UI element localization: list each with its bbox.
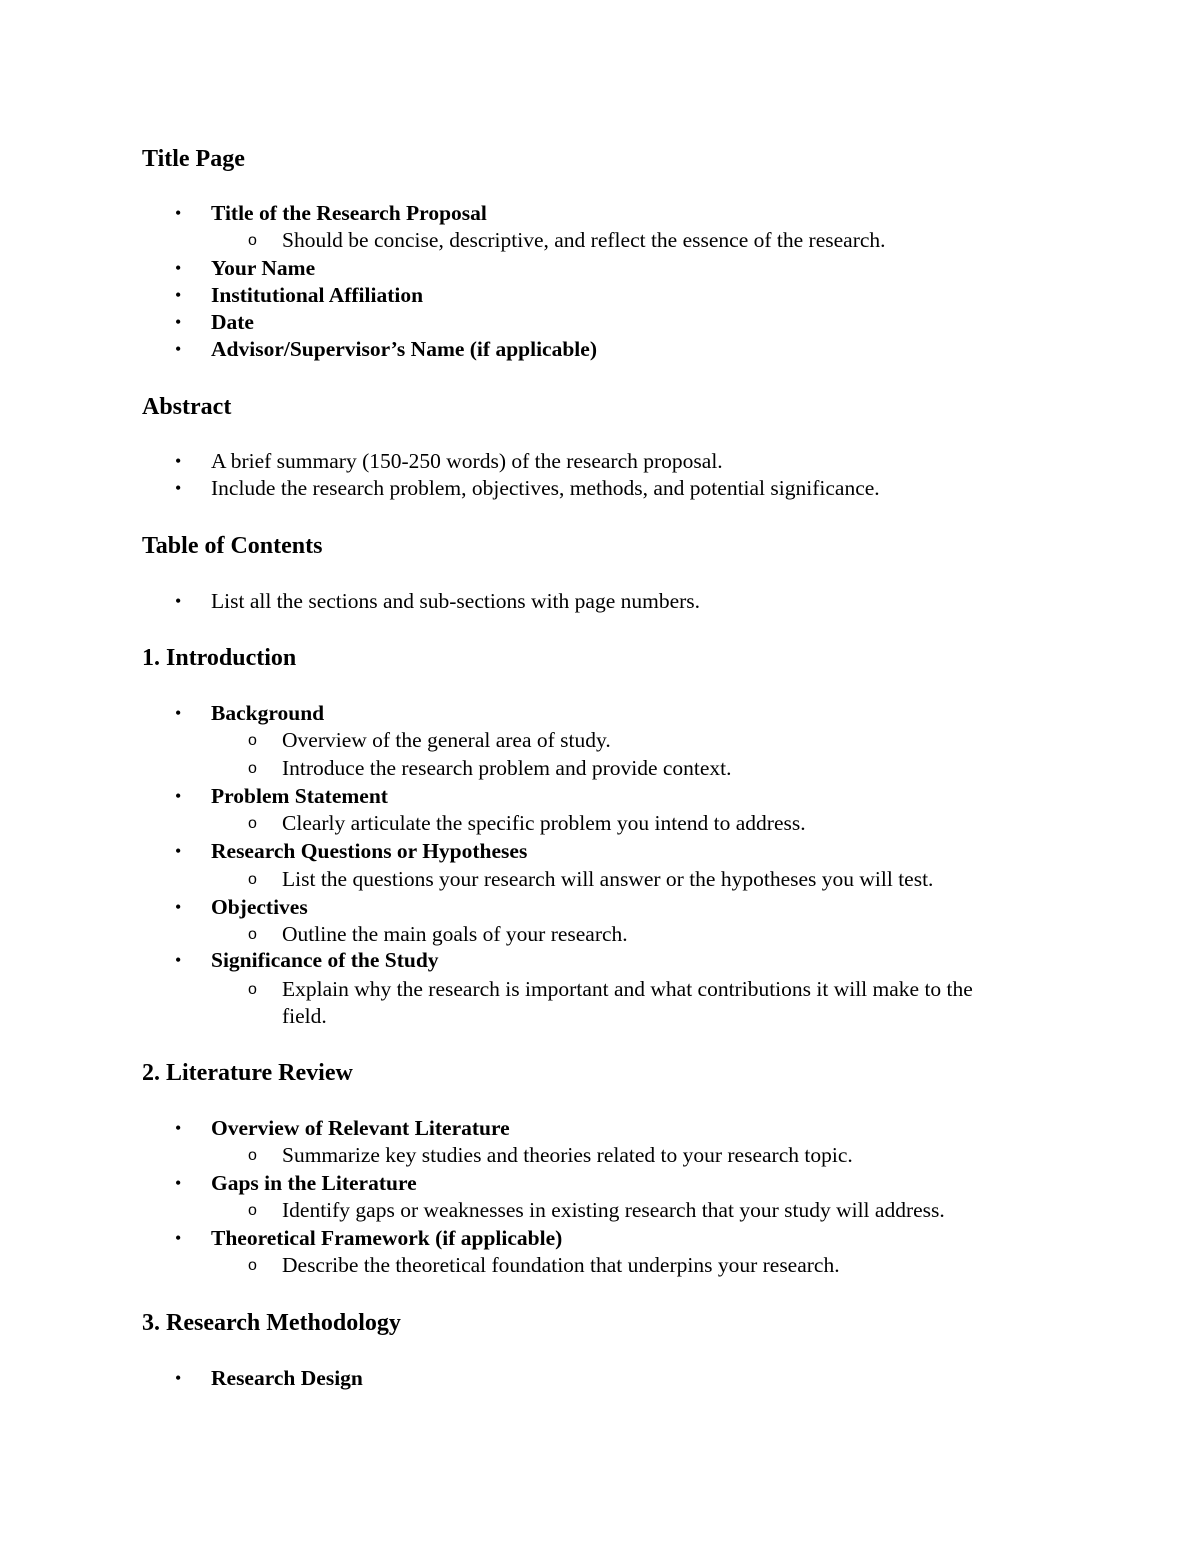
item-institutional-affiliation: Institutional Affiliation [211,283,424,307]
heading-table-of-contents: Table of Contents [142,533,323,559]
heading-research-methodology: 3. Research Methodology [142,1310,401,1336]
sub-item-text: Describe the theoretical foundation that underpins your research. [282,1253,840,1277]
sub-item-text: Explain why the research is important and what contributions it will make to the [282,977,973,1001]
bullet-icon: • [175,1368,182,1388]
abstract-item: A brief summary (150-250 words) of the research proposal. [211,449,723,473]
heading-introduction: 1. Introduction [142,645,297,671]
bullet-icon: • [175,478,182,498]
sub-bullet-icon: o [248,1202,257,1219]
bullet-icon: • [175,258,182,278]
sub-bullet-icon: o [248,1147,257,1164]
item-problem-statement: Problem Statement [211,784,388,808]
bullet-icon: • [175,285,182,305]
sub-bullet-icon: o [248,981,257,998]
bullet-icon: • [175,1228,182,1248]
item-objectives: Objectives [211,895,308,919]
sub-item-text: Overview of the general area of study. [282,728,611,752]
sub-item-text: Introduce the research problem and provide context. [282,756,732,780]
bullet-icon: • [175,897,182,917]
item-your-name: Your Name [211,256,316,280]
sub-bullet-icon: o [248,1257,257,1274]
heading-title-page: Title Page [142,146,245,172]
item-title-of-proposal: Title of the Research Proposal [211,201,487,225]
sub-bullet-icon: o [248,926,257,943]
bullet-icon: • [175,841,182,861]
bullet-icon: • [175,786,182,806]
item-significance: Significance of the Study [211,948,439,972]
bullet-icon: • [175,950,182,970]
item-theoretical-framework: Theoretical Framework (if applicable) [211,1226,563,1250]
sub-item-text: Identify gaps or weaknesses in existing research that your study will address. [282,1198,945,1222]
sub-bullet-icon: o [248,732,257,749]
sub-item-text: Outline the main goals of your research. [282,922,628,946]
bullet-icon: • [175,339,182,359]
heading-abstract: Abstract [142,394,232,420]
sub-item-text: Should be concise, descriptive, and reflect the essence of the research. [282,228,886,252]
item-overview-literature: Overview of Relevant Literature [211,1116,510,1140]
item-advisor-name: Advisor/Supervisor’s Name (if applicable) [211,337,597,361]
item-gaps-literature: Gaps in the Literature [211,1171,417,1195]
sub-bullet-icon: o [248,760,257,777]
sub-item-text-continuation: field. [282,1004,327,1028]
bullet-icon: • [175,451,182,471]
sub-item-text: List the questions your research will answer or the hypotheses you will test. [282,867,934,891]
item-date: Date [211,310,254,334]
bullet-icon: • [175,703,182,723]
sub-bullet-icon: o [248,815,257,832]
abstract-item: Include the research problem, objectives, methods, and potential significance. [211,476,880,500]
toc-item: List all the sections and sub-sections with page numbers. [211,589,701,613]
bullet-icon: • [175,1173,182,1193]
sub-item-text: Summarize key studies and theories related to your research topic. [282,1143,853,1167]
bullet-icon: • [175,591,182,611]
sub-bullet-icon: o [248,232,257,249]
bullet-icon: • [175,312,182,332]
sub-bullet-icon: o [248,871,257,888]
heading-literature-review: 2. Literature Review [142,1060,353,1086]
item-background: Background [211,701,325,725]
item-research-design: Research Design [211,1366,363,1390]
bullet-icon: • [175,203,182,223]
bullet-icon: • [175,1118,182,1138]
item-research-questions: Research Questions or Hypotheses [211,839,528,863]
sub-item-text: Clearly articulate the specific problem you intend to address. [282,811,806,835]
